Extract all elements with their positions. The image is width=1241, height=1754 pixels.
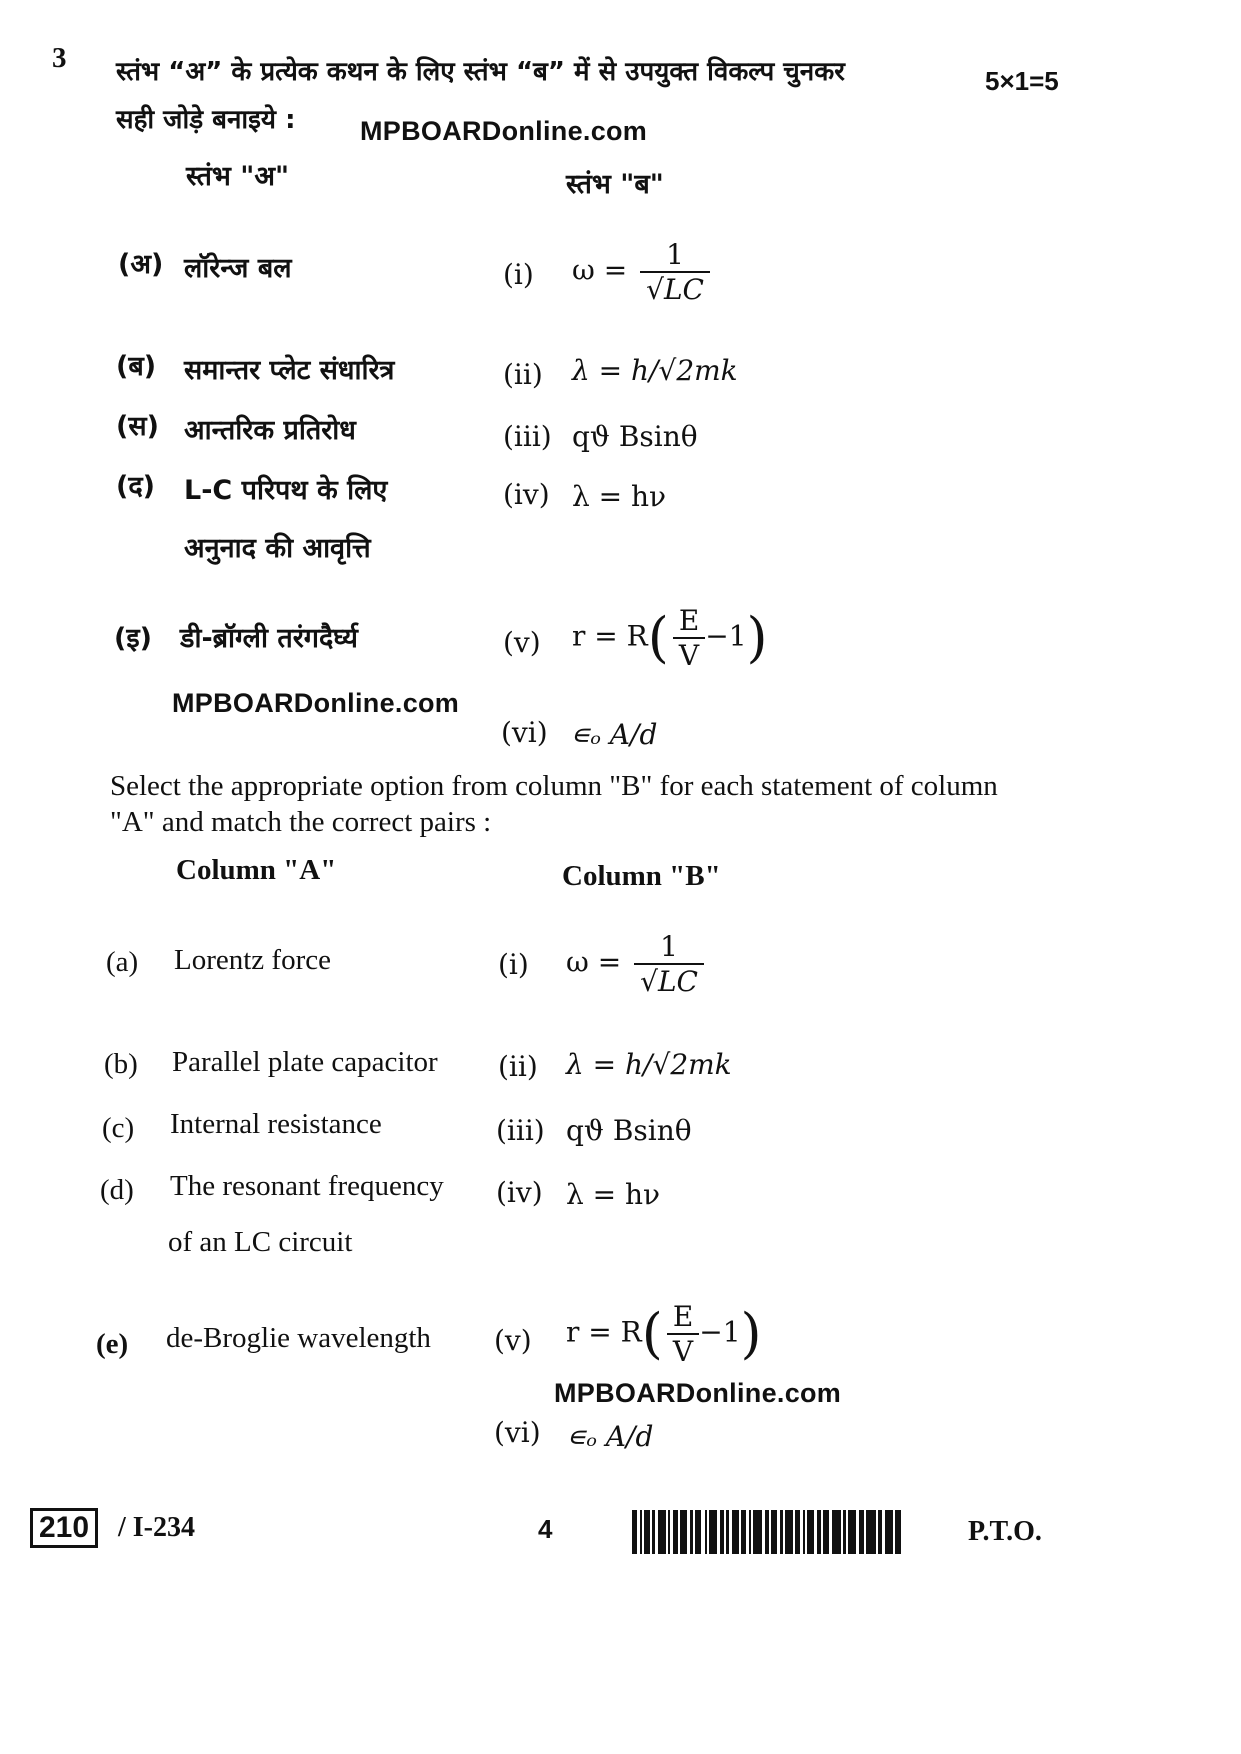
option-label: (iv) [496, 1176, 543, 1209]
paper-number: / I-234 [118, 1512, 195, 1543]
formula-tail: −1 [705, 619, 747, 653]
option-label: (iv) [503, 478, 550, 511]
english-column-a-header: Column "A" [176, 854, 337, 886]
hindi-item-label: (ब) [116, 351, 157, 382]
hindi-instruction-line2: सही जोड़े बनाइये : [116, 105, 296, 135]
watermark: MPBOARDonline.com [172, 688, 460, 718]
option-v-formula: r = R( $\frac{E}{V}$ −1) [572, 604, 768, 672]
formula-lhs: ω = [572, 253, 628, 287]
option-label: (vi) [494, 1416, 541, 1449]
formula-denominator: √LC [634, 963, 704, 998]
hindi-item-label: (अ) [118, 249, 164, 280]
option-v-formula: r = R( $\frac{E}{V}$ −1) [566, 1300, 762, 1368]
english-item-text: Parallel plate capacitor [172, 1046, 438, 1078]
english-column-b-header: Column "B" [562, 860, 721, 892]
english-item-label: (a) [106, 946, 139, 978]
hindi-item-text: लॉरेन्ज बल [184, 253, 292, 284]
option-vi-formula: ∊ₒ A/d [566, 1420, 654, 1453]
question-number: 3 [52, 42, 67, 74]
english-item-text: de-Broglie wavelength [166, 1322, 431, 1354]
option-ii-formula: λ = h/√2mk [572, 354, 738, 387]
page-number: 4 [538, 1514, 553, 1544]
english-item-label: (c) [102, 1112, 135, 1144]
hindi-column-b-header: स्तंभ "ब" [566, 169, 664, 200]
option-i-formula [566, 930, 704, 998]
formula-tail: −1 [699, 1315, 741, 1349]
english-item-text-continued: of an LC circuit [168, 1226, 353, 1258]
watermark: MPBOARDonline.com [360, 116, 648, 146]
pto-label: P.T.O. [968, 1516, 1042, 1547]
hindi-item-text: आन्तरिक प्रतिरोध [184, 415, 356, 446]
formula-numerator: 1 [660, 930, 678, 963]
english-item-label: (b) [104, 1048, 138, 1080]
english-item-text: The resonant frequency [170, 1170, 444, 1202]
watermark: MPBOARDonline.com [554, 1378, 842, 1408]
formula-denominator: V [667, 1333, 699, 1368]
english-instruction-line1: Select the appropriate option from column "B" for each statement of column [110, 770, 998, 802]
barcode [632, 1510, 952, 1554]
marks: 5×1=5 [985, 66, 1059, 96]
formula-denominator: V [673, 637, 705, 672]
formula-lhs: r = R [566, 1315, 642, 1349]
hindi-item-text: L-C परिपथ के लिए [184, 475, 388, 506]
formula-denominator: √LC [640, 271, 710, 306]
option-label: (ii) [503, 358, 543, 391]
english-item-label: (d) [100, 1174, 134, 1206]
hindi-item-text: डी-ब्रॉग्ली तरंगदैर्घ्य [180, 623, 358, 654]
paper-code-box: 210 [30, 1508, 98, 1548]
hindi-item-text-continued: अनुनाद की आवृत्ति [184, 533, 371, 564]
english-item-text: Internal resistance [170, 1108, 382, 1140]
formula-numerator: 1 [666, 238, 684, 271]
option-iv-formula: λ = hν [566, 1178, 661, 1211]
hindi-item-text: समान्तर प्लेट संधारित्र [184, 355, 395, 386]
option-i-formula [572, 238, 710, 306]
option-iv-formula: λ = hν [572, 480, 667, 513]
option-iii-formula: qϑ Bsinθ [572, 420, 698, 453]
option-label: (iii) [503, 420, 552, 453]
option-label: (i) [503, 258, 534, 291]
formula-lhs: r = R [572, 619, 648, 653]
option-iii-formula: qϑ Bsinθ [566, 1114, 692, 1147]
hindi-item-label: (द) [116, 471, 156, 502]
option-ii-formula: λ = h/√2mk [566, 1048, 732, 1081]
option-vi-formula: ∊ₒ A/d [570, 718, 658, 751]
formula-lhs: ω = [566, 945, 622, 979]
english-instruction-line2: "A" and match the correct pairs : [110, 806, 492, 838]
option-label: (v) [503, 626, 541, 659]
hindi-column-a-header: स्तंभ "अ" [186, 161, 290, 192]
hindi-item-label: (स) [116, 411, 159, 442]
formula-numerator: E [678, 604, 700, 637]
english-item-label: (e) [96, 1328, 129, 1360]
option-label: (iii) [496, 1114, 545, 1147]
hindi-item-label: (इ) [114, 623, 152, 654]
english-item-text: Lorentz force [174, 944, 331, 976]
option-label: (ii) [498, 1050, 538, 1083]
option-label: (i) [498, 948, 529, 981]
hindi-instruction-line1: स्तंभ “अ” के प्रत्येक कथन के लिए स्तंभ “ब” में से उपयुक्त विकल्प चुनकर [116, 57, 845, 87]
option-label: (vi) [501, 716, 548, 749]
formula-numerator: E [672, 1300, 694, 1333]
option-label: (v) [494, 1324, 532, 1357]
